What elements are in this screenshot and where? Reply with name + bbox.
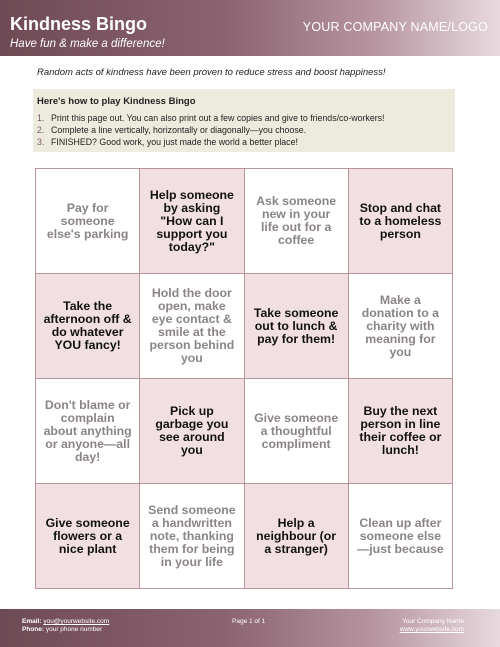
bingo-cell: Give someone a thoughtful compliment bbox=[245, 379, 349, 484]
email-link[interactable]: you@yourwebsite.com bbox=[43, 618, 110, 625]
instructions-list bbox=[37, 112, 455, 148]
website-link[interactable]: www.yourwebsite.com bbox=[399, 626, 464, 633]
bingo-cell: Send someone a handwritten note, thanking them for being in your life bbox=[140, 484, 244, 589]
bingo-cell: Buy the next person in line their coffee or lunch! bbox=[349, 379, 453, 484]
bingo-board bbox=[35, 168, 453, 589]
company-logo-placeholder: YOUR COMPANY NAME/LOGO bbox=[302, 20, 488, 34]
page-number: Page 1 of 1 bbox=[232, 618, 266, 625]
page-title: Kindness Bingo bbox=[10, 14, 148, 34]
page-footer bbox=[0, 609, 500, 647]
instruction-step: 2. Complete a line vertically, horizontally or diagonally—you choose. bbox=[37, 125, 307, 135]
instructions-box bbox=[33, 89, 455, 152]
bingo-cell: Give someone flowers or a nice plant bbox=[36, 484, 140, 589]
page-subtitle: Have fun & make a difference! bbox=[10, 38, 165, 50]
footer-company-name: Your Company Name bbox=[402, 618, 464, 625]
bingo-cell: Help someone by asking "How can I support you today?" bbox=[140, 169, 244, 274]
bingo-cell: Take someone out to lunch & pay for them! bbox=[245, 274, 349, 379]
bingo-cell: Make a donation to a charity with meaning for you bbox=[349, 274, 453, 379]
footer-contact: Email: you@yourwebsite.com Phone: your phone number bbox=[22, 618, 110, 633]
bingo-cell: Don't blame or complain about anything or anyone—all day! bbox=[36, 379, 140, 484]
phone-number: your phone number bbox=[45, 626, 103, 633]
instruction-step: 1. Print this page out. You can also print out a few copies and give to friends/co-workers! bbox=[37, 113, 385, 123]
instruction-step: 3. FINISHED? Good work, you just made the world a better place! bbox=[37, 137, 298, 147]
intro-text: Random acts of kindness have been proven to reduce stress and boost happiness! bbox=[37, 67, 386, 78]
page-header bbox=[0, 0, 500, 56]
bingo-cell: Stop and chat to a homeless person bbox=[349, 169, 453, 274]
bingo-cell: Help a neighbour (or a stranger) bbox=[245, 484, 349, 589]
bingo-cell: Hold the door open, make eye contact & smile at the person behind you bbox=[140, 274, 244, 379]
footer-company bbox=[400, 618, 464, 634]
bingo-cell: Ask someone new in your life out for a coffee bbox=[245, 169, 349, 274]
bingo-cell: Clean up after someone else—just because bbox=[349, 484, 453, 589]
bingo-cell: Pay for someone else's parking bbox=[36, 169, 140, 274]
bingo-cell: Pick up garbage you see around you bbox=[140, 379, 244, 484]
instructions-title: Here's how to play Kindness Bingo bbox=[37, 96, 196, 107]
bingo-cell: Take the afternoon off & do whatever YOU fancy! bbox=[36, 274, 140, 379]
